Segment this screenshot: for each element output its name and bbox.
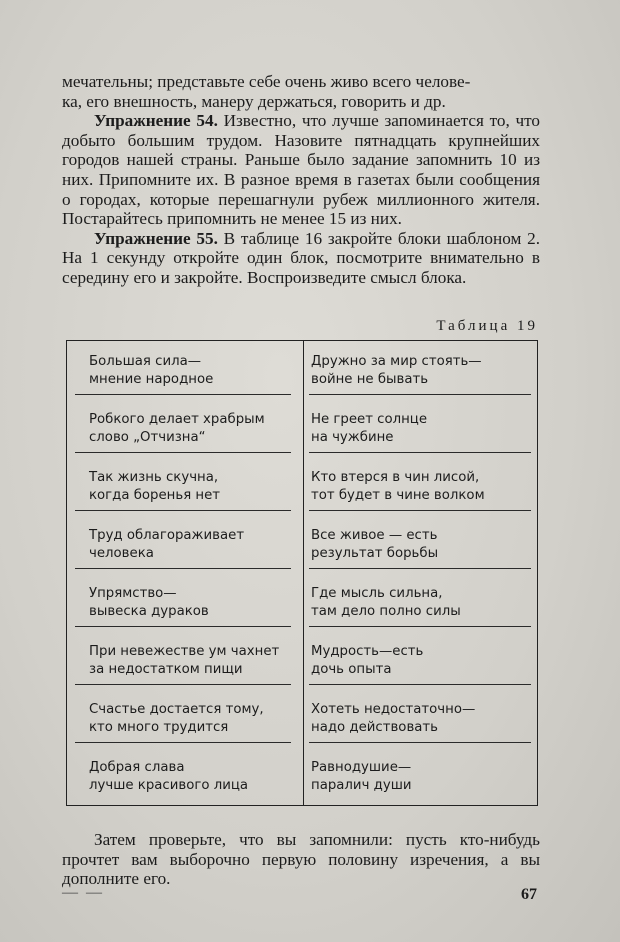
proverb-cell <box>303 631 539 689</box>
proverb-line: Робкого делает храбрым <box>89 412 265 427</box>
proverb-cell <box>67 457 303 515</box>
exercise-55-body: В таблице 16 закройте блоки шаблоном 2. На 1 секунду откройте один блок, посмотрите внимательно в середину его и закройте. Воспроизведите смысл блока. <box>62 228 540 287</box>
proverb-line: тот будет в чине волком <box>311 487 485 503</box>
proverb-line: Все живое — есть <box>311 528 438 543</box>
proverb-cell <box>303 747 539 805</box>
proverb-line: Равнодушие— <box>311 760 412 775</box>
proverb-line: Труд облагораживает <box>89 528 245 543</box>
proverb-cell <box>67 399 303 457</box>
proverb-line: лучше красивого лица <box>89 777 249 793</box>
exercise-55-title: Упражнение 55. <box>94 228 218 248</box>
cell-divider <box>309 684 531 685</box>
cell-divider <box>75 394 291 395</box>
proverb-cell <box>67 573 303 631</box>
top-text-block <box>62 72 540 288</box>
proverb-cell <box>303 515 539 573</box>
proverb-line: слово „Отчизна“ <box>89 429 206 445</box>
proverb-cell <box>67 747 303 805</box>
proverb-line: вывеска дураков <box>89 603 209 619</box>
proverb-line: Дружно за мир стоять— <box>311 354 482 369</box>
closing-paragraph: Затем проверьте, что вы запомнили: пусть кто-нибудь прочтет вам выборочно первую половину изречения, а вы дополните его. <box>62 830 540 889</box>
proverb-cell <box>67 631 303 689</box>
proverb-line: Счастье достается тому, <box>89 702 264 717</box>
cell-divider <box>309 626 531 627</box>
continuation-line-2: ка, его внешность, манеру держаться, говорить и др. <box>62 91 446 111</box>
cell-divider <box>309 394 531 395</box>
table-left-column <box>67 341 303 805</box>
footer-dash: — — <box>62 884 104 901</box>
proverb-line: мнение народное <box>89 371 214 387</box>
cell-divider <box>309 510 531 511</box>
continuation-line-1: мечательны; представьте себе очень живо всего челове- <box>62 72 471 91</box>
cell-divider <box>75 626 291 627</box>
proverb-line: паралич души <box>311 777 412 793</box>
proverb-line: Не греет солнце <box>311 412 428 427</box>
exercise-54-body: Известно, что лучше запоминается то, что добыто большим трудом. Назовите пятнадцать крупнейших городов нашей страны. Раньше было задание запомнить 10 из них. Припомните их. В разное время в газетах были сообщения о городах, которые перешагнули рубеж миллионного жителя. Постарайтесь припомнить не менее 15 из них. <box>62 111 541 229</box>
cell-divider <box>75 510 291 511</box>
paragraph-continuation <box>62 72 540 111</box>
bottom-text-block <box>62 830 540 889</box>
exercise-54-title: Упражнение 54. <box>94 111 218 131</box>
proverb-line: дочь опыта <box>311 661 392 677</box>
proverb-cell <box>67 689 303 747</box>
proverb-line: результат борьбы <box>311 545 439 561</box>
cell-divider <box>309 742 531 743</box>
proverb-line: на чужбине <box>311 429 394 445</box>
cell-divider <box>75 742 291 743</box>
proverb-line: Хотеть недостаточно— <box>311 702 476 717</box>
proverb-line: Упрямство— <box>89 586 177 601</box>
cell-divider <box>309 568 531 569</box>
proverb-line: кто много трудится <box>89 719 229 735</box>
proverb-line: надо действовать <box>311 719 439 735</box>
proverb-line: там дело полно силы <box>311 603 461 619</box>
proverb-line: При невежестве ум чахнет <box>89 644 280 659</box>
proverb-line: Где мысль сильна, <box>311 586 443 601</box>
table-right-column <box>303 341 539 805</box>
proverb-line: Так жизнь скучна, <box>89 470 219 485</box>
cell-divider <box>75 684 291 685</box>
proverb-cell <box>303 341 539 399</box>
proverb-cell <box>67 341 303 399</box>
cell-divider <box>75 452 291 453</box>
proverb-line: войне не бывать <box>311 371 429 387</box>
proverb-line: Большая сила— <box>89 354 202 369</box>
proverb-line: Добрая слава <box>89 760 185 775</box>
cell-divider <box>75 568 291 569</box>
proverb-cell <box>303 399 539 457</box>
proverb-cell <box>303 573 539 631</box>
proverb-cell <box>303 689 539 747</box>
proverb-line: Кто втерся в чин лисой, <box>311 470 480 485</box>
cell-divider <box>309 452 531 453</box>
proverb-cell <box>67 515 303 573</box>
page-number: 67 <box>521 886 537 903</box>
proverb-table <box>66 340 538 806</box>
exercise-55-paragraph <box>62 229 540 288</box>
proverb-cell <box>303 457 539 515</box>
exercise-54-paragraph <box>62 111 540 229</box>
proverb-line: за недостатком пищи <box>89 661 243 677</box>
proverb-line: Мудрость—есть <box>311 644 424 659</box>
proverb-line: когда боренья нет <box>89 487 221 503</box>
table-caption: Таблица 19 <box>436 318 538 334</box>
proverb-line: человека <box>89 545 154 561</box>
